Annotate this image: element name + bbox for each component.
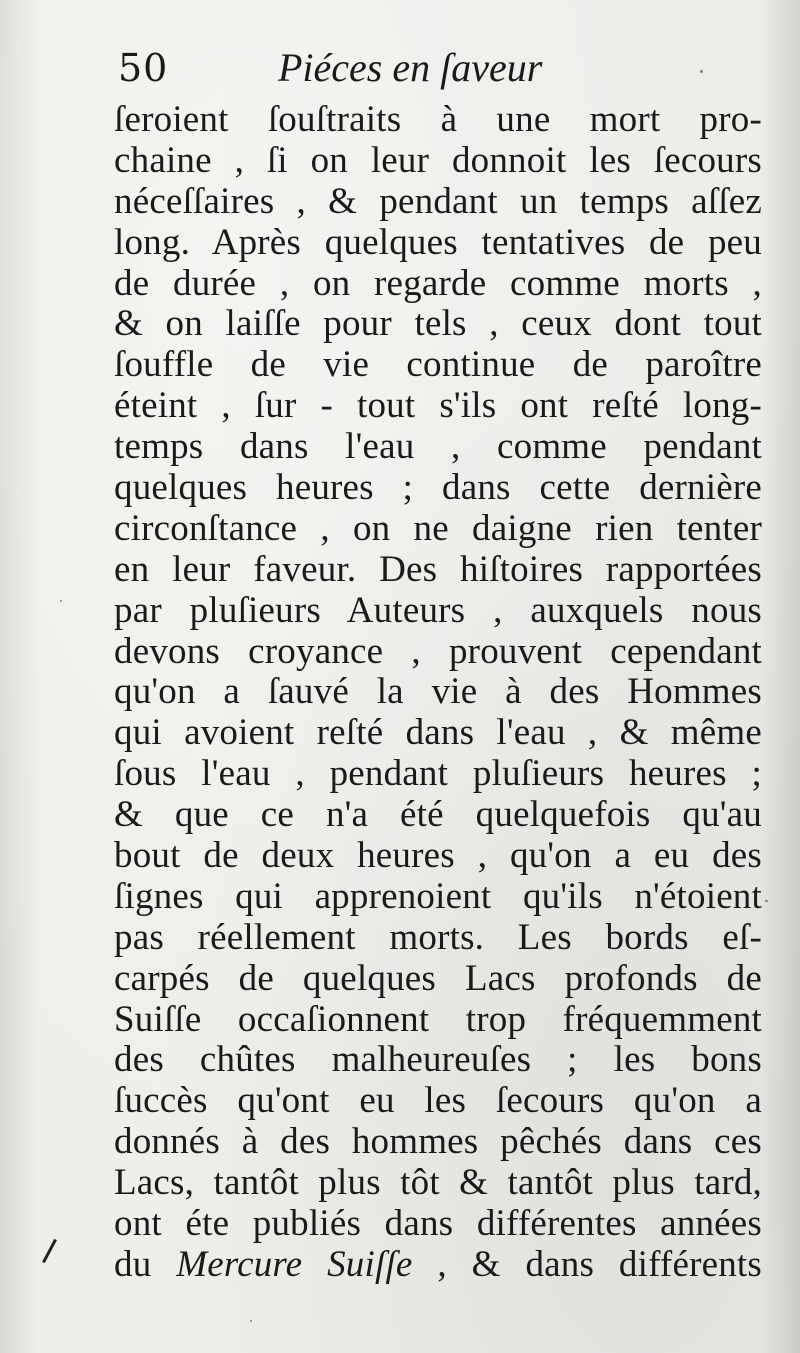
text-line: ſous l'eau , pendant pluſieurs heures ; <box>114 753 762 795</box>
text-line: éteint , ſur - tout s'ils ont reſté long- <box>114 385 762 427</box>
body-text <box>114 100 762 1286</box>
text-line: qui avoient reſté dans l'eau , & même <box>114 712 762 754</box>
ink-speck <box>765 900 768 902</box>
text-line: chaine , ſi on leur donnoit les ſecours <box>114 139 762 181</box>
text-line: pas réellement morts. Les bords eſ- <box>114 916 762 958</box>
text-line: par pluſieurs Auteurs , auxquels nous <box>114 589 762 631</box>
margin-ink-mark <box>42 1239 57 1263</box>
page-number: 50 <box>118 46 169 90</box>
text-line: long. Après quelques tentatives de peu <box>114 221 762 263</box>
text-line: quelques heures ; dans cette dernière <box>114 467 762 509</box>
text-line: ſuccès qu'ont eu les ſecours qu'on a <box>114 1080 762 1122</box>
ink-speck <box>60 600 62 602</box>
text-line: en leur faveur. Des hiſtoires rapportées <box>114 548 762 590</box>
text-line: bout de deux heures , qu'on a eu des <box>114 835 762 877</box>
text-line: & que ce n'a été quelquefois qu'au <box>114 794 762 836</box>
text-line: carpés de quelques Lacs profonds de <box>114 957 762 999</box>
text-line: Suiſſe occaſionnent trop fréquemment <box>114 998 762 1040</box>
text-line: donnés à des hommes pêchés dans ces <box>114 1121 762 1163</box>
ink-speck <box>250 1320 252 1322</box>
text-line: ſouffle de vie continue de paroître <box>114 344 762 386</box>
text-segment: du <box>114 1243 177 1285</box>
text-line: Lacs, tantôt plus tôt & tantôt plus tard, <box>114 1162 762 1204</box>
running-title: Piéces en ſaveur <box>278 45 543 90</box>
text-line: néceſſaires , & pendant un temps aſſez <box>114 180 762 222</box>
text-line: & on laiſſe pour tels , ceux dont tout <box>114 303 762 345</box>
text-line: de durée , on regarde comme morts , <box>114 262 762 304</box>
text-line: circonſtance , on ne daigne rien tenter <box>114 507 762 549</box>
text-line: ſeroient ſouſtraits à une mort pro- <box>114 99 762 140</box>
text-line: temps dans l'eau , comme pendant <box>114 426 762 468</box>
text-segment: , & dans différents <box>412 1243 763 1285</box>
ink-speck <box>700 70 703 73</box>
text-line: ſignes qui apprenoient qu'ils n'étoient <box>114 875 762 917</box>
text-line: des chûtes malheureuſes ; les bons <box>114 1039 762 1081</box>
text-line: devons croyance , prouvent cependant <box>114 630 762 672</box>
text-line: ont éte publiés dans différentes années <box>114 1203 762 1245</box>
text-line: qu'on a ſauvé la vie à des Hommes <box>114 671 762 713</box>
page-header <box>118 40 758 100</box>
text-line-with-italic <box>114 1245 762 1286</box>
italic-title: Mercure Suiſſe <box>176 1243 413 1285</box>
